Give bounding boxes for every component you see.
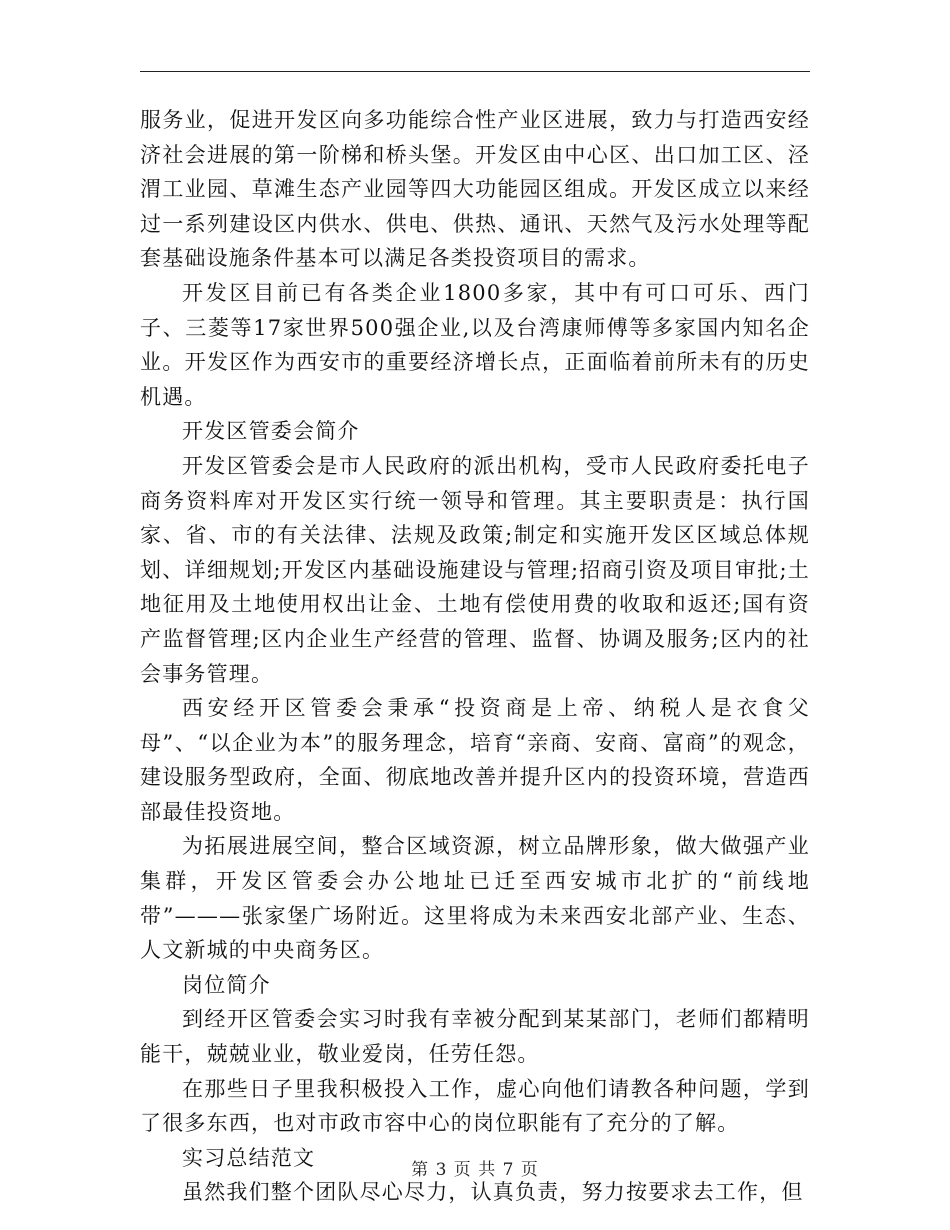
page-number-footer: 第 3 页 共 7 页 xyxy=(411,1160,539,1180)
paragraph: 虽然我们整个团队尽心尽力，认真负责，努力按要求去工作，但 xyxy=(182,1180,804,1205)
paragraph: 开发区目前已有各类企业1800多家，其中有可口可乐、西门子、三菱等17家世界500强企业,以及台湾康师傅等多家国内知名企业。开发区作为西安市的重要经济增长点，正面临着前所未有的历史机遇。 xyxy=(140,280,810,409)
paragraph: 到经开区管委会实习时我有幸被分配到某某部门，老师们都精明能干，兢兢业业，敬业爱岗，任劳任怨。 xyxy=(140,1007,810,1067)
document-body xyxy=(140,103,810,1210)
paragraph: 开发区管委会是市人民政府的派出机构，受市人民政府委托电子商务资料库对开发区实行统一领导和管理。其主要职责是：执行国家、省、市的有关法律、法规及政策;制定和实施开发区区域总体规划、详细规划;开发区内基础设施建设与管理;招商引资及项目审批;土地征用及土地使用权出让金、土地有偿使用费的收取和返还;国有资产监督管理;区内企业生产经营的管理、监督、协调及服务;区内的社会事务管理。 xyxy=(140,453,810,686)
paragraph: 在那些日子里我积极投入工作，虚心向他们请教各种问题，学到了很多东西，也对市政市容中心的岗位职能有了充分的了解。 xyxy=(140,1076,810,1136)
section-heading: 岗位简介 xyxy=(182,972,271,997)
paragraph: 服务业，促进开发区向多功能综合性产业区进展，致力与打造西安经济社会进展的第一阶梯和桥头堡。开发区由中心区、出口加工区、泾渭工业园、草滩生态产业园等四大功能园区组成。开发区成立以来经过一系列建设区内供水、供电、供热、通讯、天然气及污水处理等配套基础设施条件基本可以满足各类投资项目的需求。 xyxy=(140,108,810,271)
paragraph: 西安经开区管委会秉承“投资商是上帝、纳税人是衣食父母”、“以企业为本”的服务理念，培育“亲商、安商、富商”的观念，建设服务型政府，全面、彻底地改善并提升区内的投资环境，营造西部最佳投资地。 xyxy=(140,696,810,824)
section-heading: 开发区管委会简介 xyxy=(182,419,360,444)
header-rule xyxy=(140,71,810,72)
paragraph: 为拓展进展空间，整合区域资源，树立品牌形象，做大做强产业集群，开发区管委会办公地址已迁至西安城市北扩的“前线地带”———张家堡广场附近。这里将成为未来西安北部产业、生态、人文新城的中央商务区。 xyxy=(140,834,810,963)
section-heading: 实习总结范文 xyxy=(182,1145,316,1170)
